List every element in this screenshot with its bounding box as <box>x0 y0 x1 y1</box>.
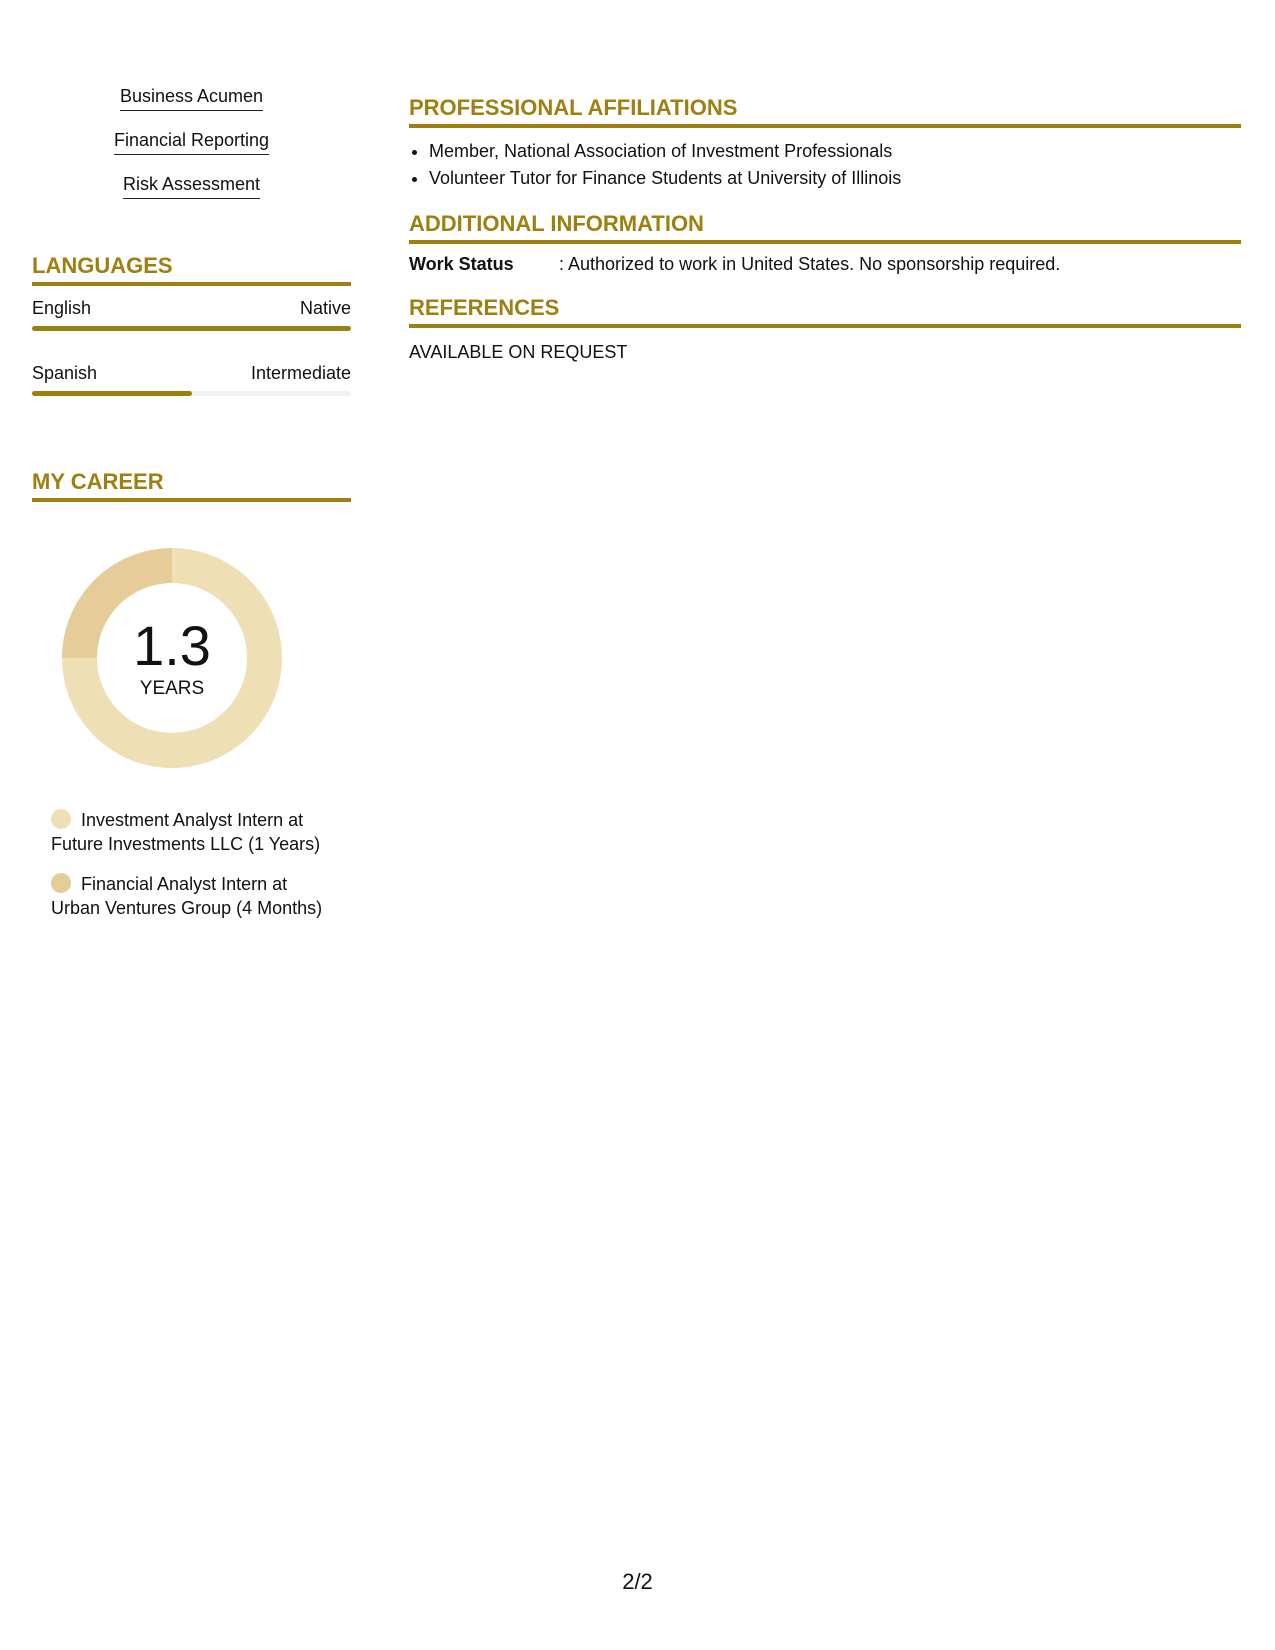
legend-dot <box>51 873 71 893</box>
references-title: REFERENCES <box>409 294 1241 328</box>
right-column <box>409 94 1241 364</box>
language-level: Intermediate <box>250 363 351 383</box>
affiliation-item: • Member, National Association of Investment Professionals <box>429 138 1241 165</box>
language-proficiency-bar <box>32 326 351 331</box>
career-total-unit: YEARS <box>139 678 205 699</box>
career-total-value: 1.3 <box>133 614 211 677</box>
language-proficiency-bar <box>32 391 351 396</box>
work-status-row <box>409 252 1241 276</box>
legend-item <box>51 808 331 856</box>
career-title: MY CAREER <box>32 468 351 502</box>
donut-center <box>52 538 292 778</box>
legend-label: Financial Analyst Intern at Urban Ventures Group (4 Months) <box>51 874 323 918</box>
affiliation-item: • Volunteer Tutor for Finance Students at University of Illinois <box>429 165 1241 192</box>
skill-item: Financial Reporting <box>114 128 269 155</box>
page-number: 2/2 <box>622 1569 653 1594</box>
language-name: English <box>32 298 92 318</box>
language-name: Spanish <box>32 363 98 383</box>
skill-item: Risk Assessment <box>123 172 260 199</box>
language-level: Native <box>299 298 351 318</box>
career-donut-chart <box>52 538 292 778</box>
additional-info-title: ADDITIONAL INFORMATION <box>409 210 1241 244</box>
references-text: AVAILABLE ON REQUEST <box>409 342 628 362</box>
language-item <box>32 361 351 396</box>
skills-list <box>32 84 351 216</box>
work-status-label: Work Status <box>409 254 514 274</box>
left-column <box>32 84 351 936</box>
legend-item <box>51 872 331 920</box>
affiliations-list <box>409 138 1241 192</box>
career-legend <box>51 808 331 920</box>
language-proficiency-fill <box>32 326 351 331</box>
skill-item: Business Acumen <box>120 84 263 111</box>
work-status-value: : Authorized to work in United States. No sponsorship required. <box>559 254 1061 274</box>
languages-title: LANGUAGES <box>32 252 351 286</box>
language-proficiency-fill <box>32 391 192 396</box>
affiliations-title: PROFESSIONAL AFFILIATIONS <box>409 94 1241 128</box>
languages-list <box>32 296 351 396</box>
legend-dot <box>51 809 71 829</box>
legend-label: Investment Analyst Intern at Future Investments LLC (1 Years) <box>51 810 321 854</box>
language-item <box>32 296 351 331</box>
